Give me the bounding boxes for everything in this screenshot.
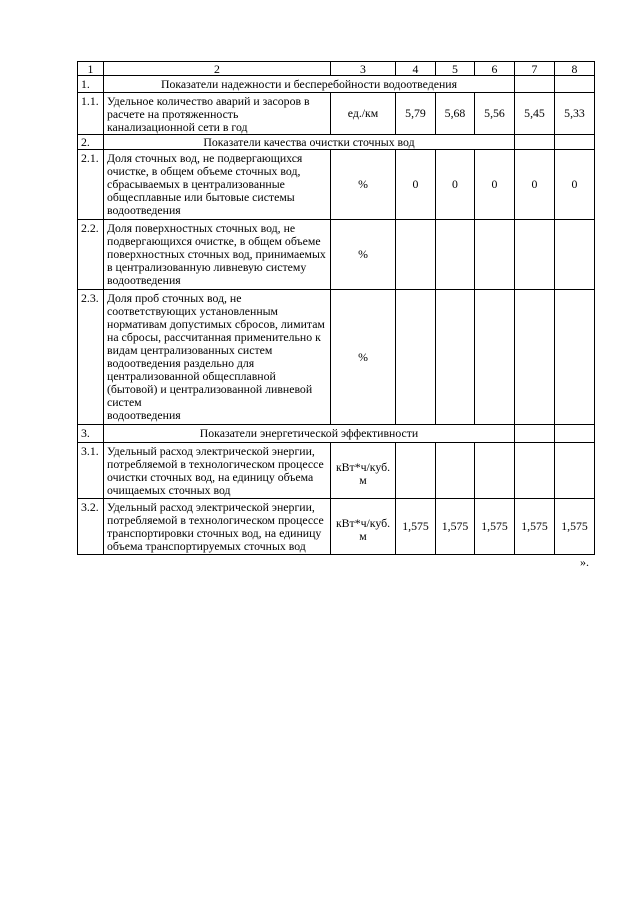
value-cell: 1,575 [396,499,436,555]
indicators-table [77,61,595,555]
value-cell [396,290,436,425]
value-cell: 0 [515,150,555,220]
value-cell: 1,575 [555,499,595,555]
unit-cell: ед./км [331,93,396,135]
unit-cell: кВт*ч/куб. м [331,499,396,555]
value-cell [515,443,555,499]
row-number: 3.1. [78,443,104,499]
unit-cell: кВт*ч/куб. м [331,443,396,499]
value-cell: 1,575 [515,499,555,555]
table-row [78,150,595,220]
value-cell: 0 [475,150,515,220]
unit-cell: % [331,150,396,220]
value-cell [436,290,475,425]
value-cell [475,290,515,425]
table-row [78,499,595,555]
value-cell [555,443,595,499]
value-cell [515,290,555,425]
section-row [78,76,595,93]
row-number: 2.2. [78,220,104,290]
table-row [78,290,595,425]
empty-cell [515,425,555,443]
section-title: Показатели надежности и бесперебойности водоотведения [104,76,515,93]
header-cell: 2 [104,62,331,76]
table-row [78,220,595,290]
unit-cell: % [331,290,396,425]
indicator-name: Доля сточных вод, не подвергающихся очистке, в общем объеме сточных вод, сбрасываемых в централизованные общесплавные или бытовые системы водоотведения [104,150,331,220]
value-cell [555,220,595,290]
indicator-name: Удельное количество аварий и засоров в расчете на протяженность канализационной сети в год [104,93,331,135]
value-cell: 0 [436,150,475,220]
value-cell: 5,33 [555,93,595,135]
value-cell: 1,575 [475,499,515,555]
section-row [78,425,595,443]
section-title: Показатели качества очистки сточных вод [104,135,515,150]
unit-cell: % [331,220,396,290]
indicator-name: Удельный расход электрической энергии, потребляемой в технологическом процессе очистки сточных вод, на единицу объема очищаемых сточных вод [104,443,331,499]
value-cell: 1,575 [436,499,475,555]
header-cell: 7 [515,62,555,76]
section-number: 2. [78,135,104,150]
column-number-row [78,62,595,76]
section-number: 3. [78,425,104,443]
header-cell: 3 [331,62,396,76]
empty-cell [555,76,595,93]
value-cell [555,290,595,425]
value-cell: 5,79 [396,93,436,135]
value-cell [475,220,515,290]
section-number: 1. [78,76,104,93]
table-row [78,93,595,135]
row-number: 3.2. [78,499,104,555]
section-title: Показатели энергетической эффективности [104,425,515,443]
indicator-name: Удельный расход электрической энергии, потребляемой в технологическом процессе транспортировки сточных вод, на единицу объема транспортируемых сточных вод [104,499,331,555]
value-cell: 0 [396,150,436,220]
header-cell: 1 [78,62,104,76]
value-cell [396,443,436,499]
empty-cell [555,135,595,150]
table-row [78,443,595,499]
header-cell: 8 [555,62,595,76]
empty-cell [555,425,595,443]
row-number: 2.3. [78,290,104,425]
value-cell: 5,56 [475,93,515,135]
section-row [78,135,595,150]
row-number: 1.1. [78,93,104,135]
value-cell: 5,68 [436,93,475,135]
header-cell: 4 [396,62,436,76]
value-cell: 5,45 [515,93,555,135]
row-number: 2.1. [78,150,104,220]
empty-cell [515,76,555,93]
value-cell [515,220,555,290]
value-cell [396,220,436,290]
value-cell [436,443,475,499]
header-cell: 5 [436,62,475,76]
indicator-name: Доля поверхностных сточных вод, не подвергающихся очистке, в общем объеме поверхностных сточных вод, принимаемых в централизованную ливневую систему водоотведения [104,220,331,290]
value-cell [475,443,515,499]
header-cell: 6 [475,62,515,76]
value-cell: 0 [555,150,595,220]
indicator-name: Доля проб сточных вод, не соответствующих установленным нормативам допустимых сбросов, лимитам на сбросы, рассчитанная применительно к видам централизованных систем водоотведения раздельно для централизованной общесплавной (бытовой) и централизованной ливневой систем водоотведения [104,290,331,425]
empty-cell [515,135,555,150]
closing-quote-mark: ». [580,555,589,569]
value-cell [436,220,475,290]
